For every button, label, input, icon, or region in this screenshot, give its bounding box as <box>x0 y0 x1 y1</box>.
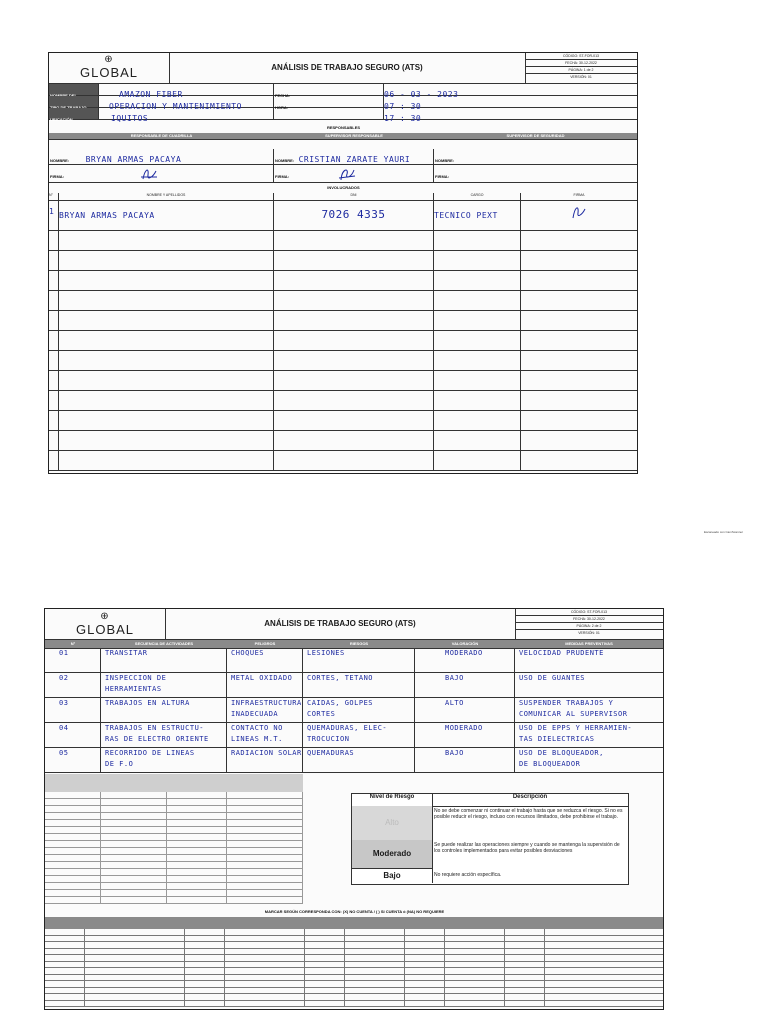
activity-row <box>45 648 663 673</box>
responsables-names: NOMBRE: BRYAN ARMAS PACAYA NOMBRE: CRISTIAN ZARATE YAURI NOMBRE: <box>49 149 637 165</box>
reference-row <box>45 876 303 883</box>
reference-row <box>45 813 303 820</box>
document-codes: CÓDIGO: ST-FOR-013 FECHA: 30-12-2022 PÁGINA: 1 de 2 VERSIÓN: 01 <box>525 53 637 83</box>
involucrado-empty-row <box>49 271 637 291</box>
page-title: ANÁLISIS DE TRABAJO SEGURO (ATS) <box>264 619 416 628</box>
reference-row <box>45 855 303 862</box>
activity-row <box>45 748 663 773</box>
activity-cell-text: MODERADO <box>445 724 483 732</box>
involucrado-empty-row <box>49 451 637 471</box>
checklist-instructions: MARCAR SEGÚN CORRESPONDA CON: (X) NO CUENTA / ( ) SI CUENTA ó (NA) NO REQUIERE <box>264 909 445 914</box>
global-logo <box>59 55 159 80</box>
activity-cell-text: CAIDAS, GOLPES <box>307 699 374 707</box>
activities-header: N° SECUENCIA DE ACTIVIDADES PELIGROS RIESGOS VALORACIÓN MEDIDAS PREVENTIVAS <box>45 640 663 649</box>
activity-cell-text: LESIONES <box>307 649 345 657</box>
field-work-type: OPERACION Y MANTENIMIENTO HORA: 07 : 30 <box>49 96 637 108</box>
activity-cell-text: COMUNICAR AL SUPERVISOR <box>519 710 628 718</box>
reference-row <box>45 848 303 855</box>
reference-row <box>45 897 303 904</box>
activity-cell-text: CHOQUES <box>231 649 265 657</box>
involucrado-row: 1 BRYAN ARMAS PACAYA 7026 4335 TECNICO PEXT <box>49 201 637 231</box>
field-project: AMAZON FIBER FECHA: 06 - 03 - 2023 <box>49 84 637 96</box>
activity-cell-text: DE BLOQUEADOR <box>519 760 581 768</box>
activity-cell-text: RECORRIDO DE LINEAS <box>105 749 195 757</box>
involucrado-empty-row <box>49 391 637 411</box>
reference-row <box>45 890 303 897</box>
reference-row <box>45 862 303 869</box>
ats-page-2 <box>44 608 664 1010</box>
responsables-header: RESPONSABLE DE CUADRILLA SUPERVISOR RESPONSABLE SUPERVISOR DE SEGURIDAD <box>49 133 637 140</box>
document-codes: CÓDIGO: ST-FOR-013 FECHA: 30-12-2022 PÁGINA: 2 de 2 VERSIÓN: 01 <box>515 609 663 639</box>
globe-icon: ⊕ <box>104 54 114 65</box>
activity-cell-text: TROCUCION <box>307 735 350 743</box>
activity-cell-text: LINEAS M.T. <box>231 735 283 743</box>
involucrado-empty-row <box>49 231 637 251</box>
activity-cell-text: BAJO <box>445 674 464 682</box>
risk-level-table: Nivel de Riesgo Descripción Alto No se debe comenzar ni continuar el trabajo hasta que se reduzca el riesgo. Si no es posible reducir el riesgo, incluso con recursos ilimitados, debe prohibirse el trabajo. Moderado Se puede realizar las operaciones siempre y cuando se mantenga la supervisión de los controles implementados para evitar posibles desviaciones Bajo No requiere acción específica. <box>351 793 629 885</box>
responsables-signatures: FIRMA: FIRMA: FIRMA: <box>49 165 637 183</box>
activity-cell-text: CORTES <box>307 710 336 718</box>
logo-text: GLOBAL <box>75 622 135 637</box>
involucrado-empty-row <box>49 251 637 271</box>
activity-cell-text: CORTES, TETANO <box>307 674 374 682</box>
activity-row <box>45 698 663 723</box>
reference-row <box>45 841 303 848</box>
activity-cell-text: INADECUADA <box>231 710 279 718</box>
reference-row <box>45 869 303 876</box>
reference-row <box>45 827 303 834</box>
activity-cell-text: 01 <box>59 649 69 657</box>
involucrados-header: N° NOMBRE Y APELLIDOS DNI CARGO FIRMA <box>49 193 637 201</box>
involucrado-empty-row <box>49 371 637 391</box>
activity-cell-text: RAS DE ELECTRO ORIENTE <box>105 735 209 743</box>
reference-row <box>45 806 303 813</box>
activity-cell-text: QUEMADURAS <box>307 749 355 757</box>
involucrado-empty-row <box>49 351 637 371</box>
activity-cell-text: USO DE BLOQUEADOR, <box>519 749 604 757</box>
reference-row <box>45 799 303 806</box>
signature-image <box>569 203 587 221</box>
activity-cell-text: BAJO <box>445 749 464 757</box>
page-title: ANÁLISIS DE TRABAJO SEGURO (ATS) <box>271 63 423 72</box>
risk-level-alto: Alto <box>352 806 433 841</box>
responsables-title: RESPONSABLES <box>326 125 361 130</box>
reference-row <box>45 792 303 799</box>
globe-icon: ⊕ <box>100 611 110 622</box>
involucrado-empty-row <box>49 291 637 311</box>
reference-row <box>45 820 303 827</box>
reference-table <box>45 774 303 904</box>
activity-cell-text: HERRAMIENTAS <box>105 685 162 693</box>
signature-image <box>336 165 356 183</box>
activity-cell-text: TRANSITAR <box>105 649 148 657</box>
activity-row <box>45 673 663 698</box>
activity-cell-text: VELOCIDAD PRUDENTE <box>519 649 604 657</box>
activity-cell-text: USO DE GUANTES <box>519 674 586 682</box>
activity-cell-text: TAS DIELECTRICAS <box>519 735 595 743</box>
activity-cell-text: 05 <box>59 749 69 757</box>
activity-cell-text: MODERADO <box>445 649 483 657</box>
activity-cell-text: INSPECCION DE <box>105 674 167 682</box>
activity-cell-text: 04 <box>59 724 69 732</box>
field-location: UBICACIÓN IQUITOS 17 : 30 <box>49 108 637 120</box>
risk-level-moderado: Moderado <box>352 840 433 869</box>
activity-cell-text: SUSPENDER TRABAJOS Y <box>519 699 614 707</box>
activity-cell-text: TRABAJOS EN ESTRUCTU- <box>105 724 205 732</box>
activity-cell-text: 02 <box>59 674 69 682</box>
risk-level-bajo: Bajo <box>352 868 433 883</box>
logo-text: GLOBAL <box>79 65 139 80</box>
activity-cell-text: 03 <box>59 699 69 707</box>
scanner-watermark: Escaneado con CamScanner <box>704 530 744 534</box>
activity-cell-text: QUEMADURAS, ELEC- <box>307 724 388 732</box>
involucrados-title: INVOLUCRADOS <box>327 185 360 190</box>
reference-row <box>45 883 303 890</box>
involucrado-empty-row <box>49 331 637 351</box>
reference-row <box>45 834 303 841</box>
involucrado-empty-row <box>49 431 637 451</box>
activity-cell-text: USO DE EPPS Y HERRAMIEN- <box>519 724 633 732</box>
involucrado-empty-row <box>49 311 637 331</box>
involucrado-empty-row <box>49 411 637 431</box>
signature-image <box>139 165 159 183</box>
checklist-row <box>45 1001 663 1008</box>
activity-cell-text: ALTO <box>445 699 464 707</box>
global-logo <box>55 612 155 637</box>
activity-cell-text: RADIACION SOLAR <box>231 749 302 757</box>
activity-cell-text: INFRAESTRUCTURA <box>231 699 302 707</box>
activity-row <box>45 723 663 748</box>
activity-cell-text: TRABAJOS EN ALTURA <box>105 699 190 707</box>
activity-cell-text: METAL OXIDADO <box>231 674 293 682</box>
checklist-header-band <box>45 917 663 929</box>
activity-cell-text: DE F.O <box>105 760 134 768</box>
ats-page-1 <box>48 52 638 474</box>
activity-cell-text: CONTACTO NO <box>231 724 283 732</box>
